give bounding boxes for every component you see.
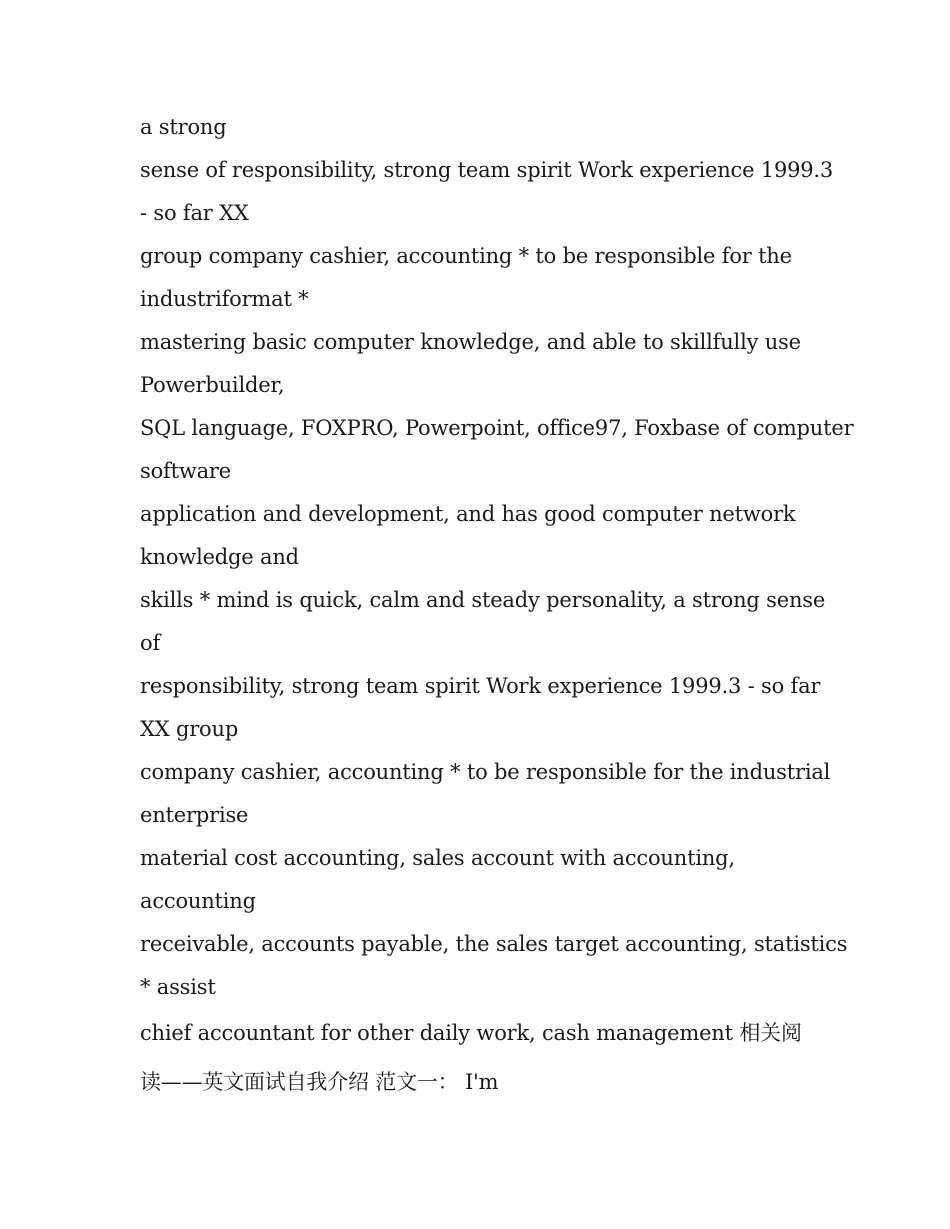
text-line: enterprise	[140, 803, 249, 827]
text-line: * assist	[140, 975, 216, 999]
text-line: sense of responsibility, strong team spirit Work experience 1999.3	[140, 158, 834, 182]
text-line: skills * mind is quick, calm and steady personality, a strong sense	[140, 588, 826, 612]
text-line: mastering basic computer knowledge, and able to skillfully use	[140, 330, 801, 354]
text-line: company cashier, accounting * to be responsible for the industrial	[140, 760, 831, 784]
text-line: industriformat *	[140, 287, 309, 311]
document-body	[140, 106, 854, 1107]
text-line: 读——英文面试自我介绍 范文一： I'm	[140, 1070, 499, 1094]
text-line: chief accountant for other daily work, cash management 相关阅	[140, 1021, 802, 1045]
text-line: knowledge and	[140, 545, 299, 569]
text-line: responsibility, strong team spirit Work experience 1999.3 - so far	[140, 674, 821, 698]
text-line: group company cashier, accounting * to be responsible for the	[140, 244, 792, 268]
text-line: accounting	[140, 889, 256, 913]
text-line: of	[140, 631, 161, 655]
text-line: Powerbuilder,	[140, 373, 285, 397]
text-line: - so far XX	[140, 201, 249, 225]
text-line: XX group	[140, 717, 239, 741]
text-line: SQL language, FOXPRO, Powerpoint, office97, Foxbase of computer	[140, 416, 854, 440]
text-line: software	[140, 459, 231, 483]
text-line: application and development, and has good computer network	[140, 502, 796, 526]
text-line: material cost accounting, sales account with accounting,	[140, 846, 735, 870]
text-line: receivable, accounts payable, the sales target accounting, statistics	[140, 932, 848, 956]
text-line: a strong	[140, 115, 227, 139]
